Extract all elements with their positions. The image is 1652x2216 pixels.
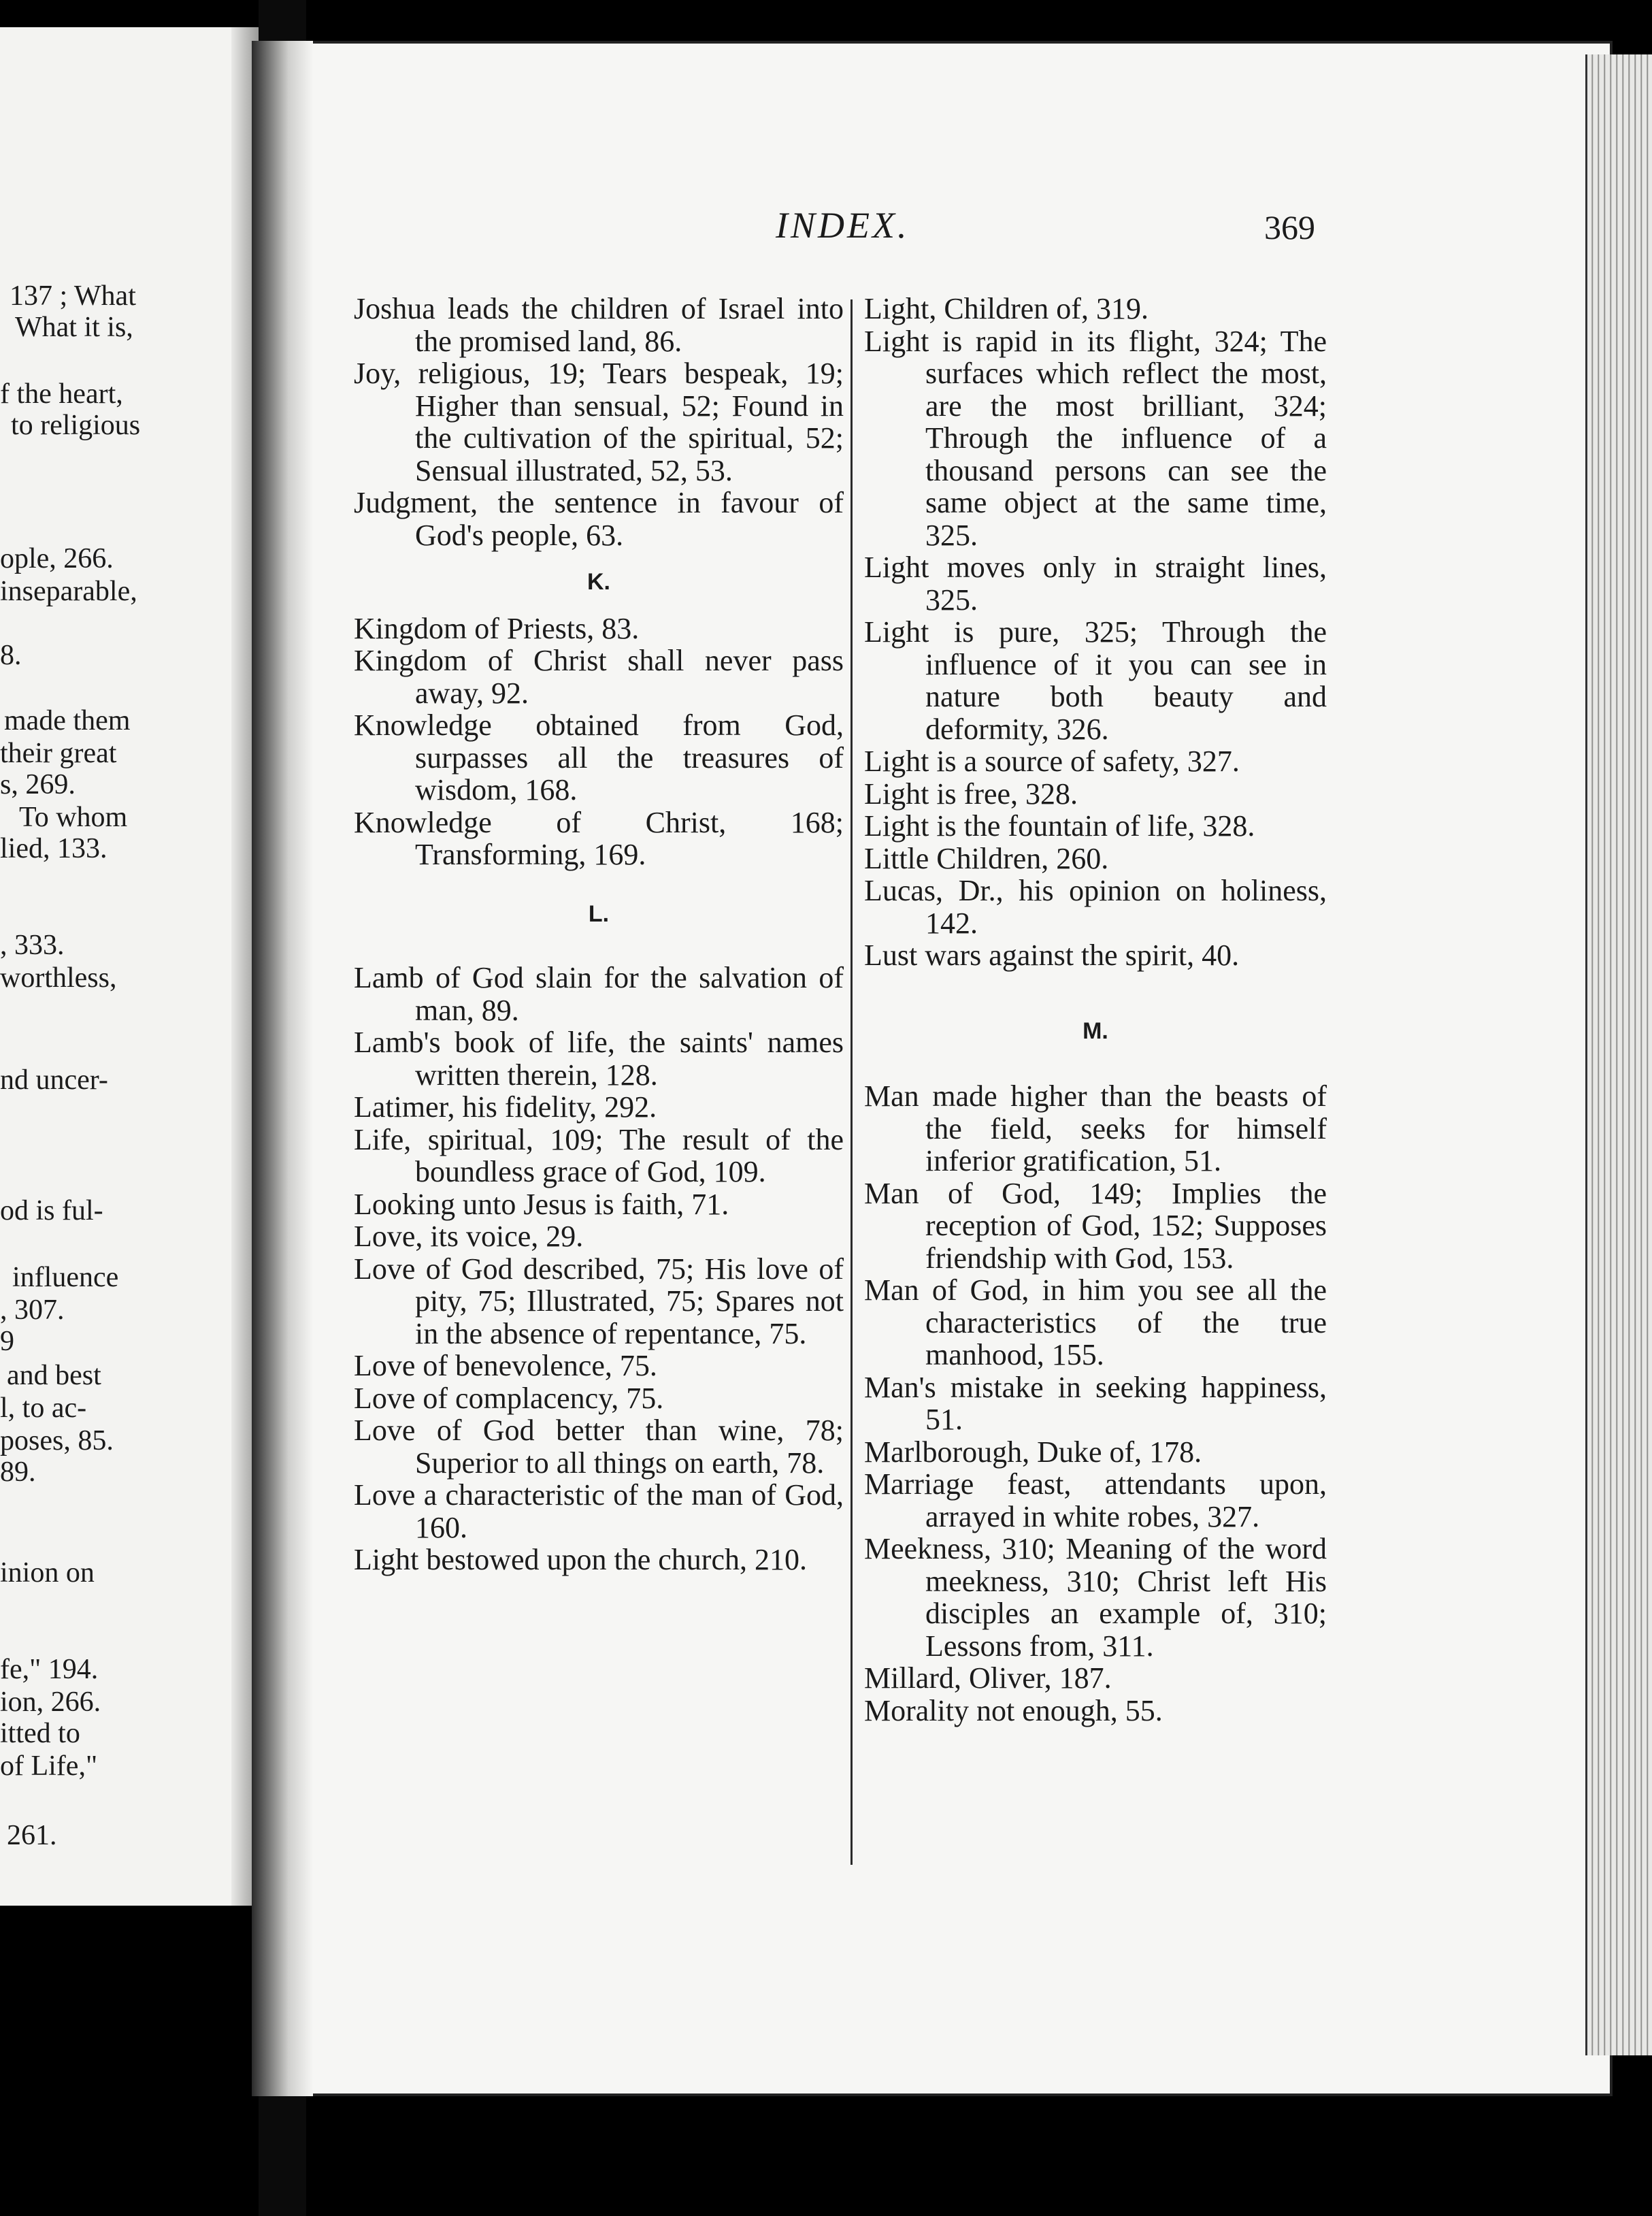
index-entry: Light is rapid in its flight, 324; The surfaces which reflect the most, are the most brilliant, 324; Through the influence of a thousand persons can see the same object at the same time, 325. — [864, 324, 1327, 552]
facing-page-line: ople, 266. — [0, 543, 114, 574]
index-entry: Light is the fountain of life, 328. — [864, 809, 1255, 843]
facing-page-line: influence — [12, 1262, 119, 1293]
index-entry: Meekness, 310; Meaning of the word meekness, 310; Christ left His disciples an example of, 310; Lessons from, 311. — [864, 1532, 1327, 1663]
column-rule — [850, 299, 853, 1865]
index-entry: Man of God, 149; Implies the reception of God, 152; Supposes friendship with God, 153. — [864, 1176, 1327, 1275]
facing-page-line: nd uncer- — [0, 1064, 108, 1096]
index-entry: Man made higher than the beasts of the field, seeks for himself inferior gratification, 51. — [864, 1079, 1327, 1177]
facing-page-line: itted to — [0, 1718, 80, 1749]
index-entry: Looking unto Jesus is faith, 71. — [354, 1187, 729, 1221]
facing-page-line: What it is, — [15, 312, 133, 343]
running-head: INDEX. — [776, 205, 910, 246]
index-entry: Love of benevolence, 75. — [354, 1349, 657, 1382]
facing-page-line: their great — [0, 738, 117, 769]
index-entry: Morality not enough, 55. — [864, 1693, 1163, 1727]
facing-page — [0, 27, 259, 1906]
facing-page-line: , 333. — [0, 930, 65, 961]
page-number: 369 — [1264, 208, 1315, 246]
index-entry: Lamb's book of life, the saints' names written therein, 128. — [354, 1026, 844, 1092]
index-entry: Marriage feast, attendants upon, arrayed in white robes, 327. — [864, 1467, 1327, 1533]
index-entry: Marlborough, Duke of, 178. — [864, 1435, 1202, 1469]
facing-page-line: l, to ac- — [0, 1392, 87, 1424]
facing-page-line: 9 — [0, 1326, 14, 1357]
index-entry: Light, Children of, 319. — [864, 292, 1149, 325]
fore-edge-pages — [1585, 54, 1652, 2055]
facing-page-line: lied, 133. — [0, 833, 108, 864]
index-entry: Light is free, 328. — [864, 777, 1078, 811]
index-entry: Love a characteristic of the man of God, 160. — [354, 1478, 844, 1544]
facing-page-line: fe," 194. — [0, 1654, 99, 1685]
facing-page-line: ion, 266. — [0, 1687, 101, 1718]
index-entry: Light moves only in straight lines, 325. — [864, 551, 1327, 617]
index-entry: Knowledge obtained from God, surpasses all the treasures of wisdom, 168. — [354, 708, 844, 806]
section-letter-m: M. — [1083, 1017, 1108, 1044]
index-entry: Millard, Oliver, 187. — [864, 1661, 1112, 1695]
facing-page-line: To whom — [19, 802, 128, 833]
facing-page-line: of Life," — [0, 1750, 98, 1782]
index-entry: Love of complacency, 75. — [354, 1381, 664, 1415]
index-entry: Joshua leads the children of Israel into the promised land, 86. — [354, 292, 844, 358]
index-entry: Judgment, the sentence in favour of God's people, 63. — [354, 486, 844, 552]
page-curve-shadow — [252, 41, 313, 2096]
index-entry: Latimer, his fidelity, 292. — [354, 1090, 657, 1124]
facing-page-line: and best — [7, 1360, 101, 1391]
facing-page-line: 8. — [0, 640, 22, 671]
facing-page-line: 137 ; What — [10, 280, 136, 312]
facing-page-line: , 307. — [0, 1294, 65, 1326]
facing-page-line: made them — [4, 705, 131, 736]
index-entry: Lamb of God slain for the salvation of man, 89. — [354, 961, 844, 1027]
index-entry: Lust wars against the spirit, 40. — [864, 939, 1240, 972]
facing-page-line: inseparable, — [0, 576, 137, 607]
index-column-left — [354, 293, 844, 1576]
facing-page-line: s, 269. — [0, 769, 76, 800]
section-letter-k: K. — [587, 569, 610, 595]
facing-page-line: inion on — [0, 1557, 95, 1588]
index-entry: Man's mistake in seeking happiness, 51. — [864, 1370, 1327, 1436]
index-entry: Life, spiritual, 109; The result of the boundless grace of God, 109. — [354, 1122, 844, 1188]
index-entry: Kingdom of Priests, 83. — [354, 611, 640, 645]
facing-page-line: to religious — [11, 410, 141, 441]
index-entry: Joy, religious, 19; Tears bespeak, 19; Higher than sensual, 52; Found in the cultivation of the spiritual, 52; Sensual illustrated, 52, 53. — [354, 357, 844, 487]
index-entry: Man of God, in him you see all the characteristics of the true manhood, 155. — [864, 1273, 1327, 1371]
index-entry: Light is a source of safety, 327. — [864, 745, 1240, 778]
index-entry: Lucas, Dr., his opinion on holiness, 142. — [864, 874, 1327, 940]
facing-page-line: od is ful- — [0, 1195, 103, 1226]
index-entry: Love of God better than wine, 78; Superior to all things on earth, 78. — [354, 1414, 844, 1480]
index-entry: Light bestowed upon the church, 210. — [354, 1543, 807, 1576]
index-column-right — [864, 293, 1327, 1727]
facing-page-line: worthless, — [0, 962, 117, 994]
index-entry: Little Children, 260. — [864, 841, 1109, 875]
facing-page-line: poses, 85. — [0, 1425, 114, 1456]
index-entry: Light is pure, 325; Through the influence of it you can see in nature both beauty and deformity, 326. — [864, 615, 1327, 746]
facing-page-line: 89. — [0, 1456, 36, 1488]
facing-page-line: f the heart, — [0, 378, 123, 410]
facing-page-line: 261. — [7, 1820, 57, 1851]
section-letter-l: L. — [588, 900, 610, 927]
index-entry: Knowledge of Christ, 168; Transforming, 169. — [354, 805, 844, 871]
index-entry: Love of God described, 75; His love of pity, 75; Illustrated, 75; Spares not in the absence of repentance, 75. — [354, 1252, 844, 1350]
index-entry: Love, its voice, 29. — [354, 1220, 584, 1253]
index-entry: Kingdom of Christ shall never pass away, 92. — [354, 644, 844, 710]
